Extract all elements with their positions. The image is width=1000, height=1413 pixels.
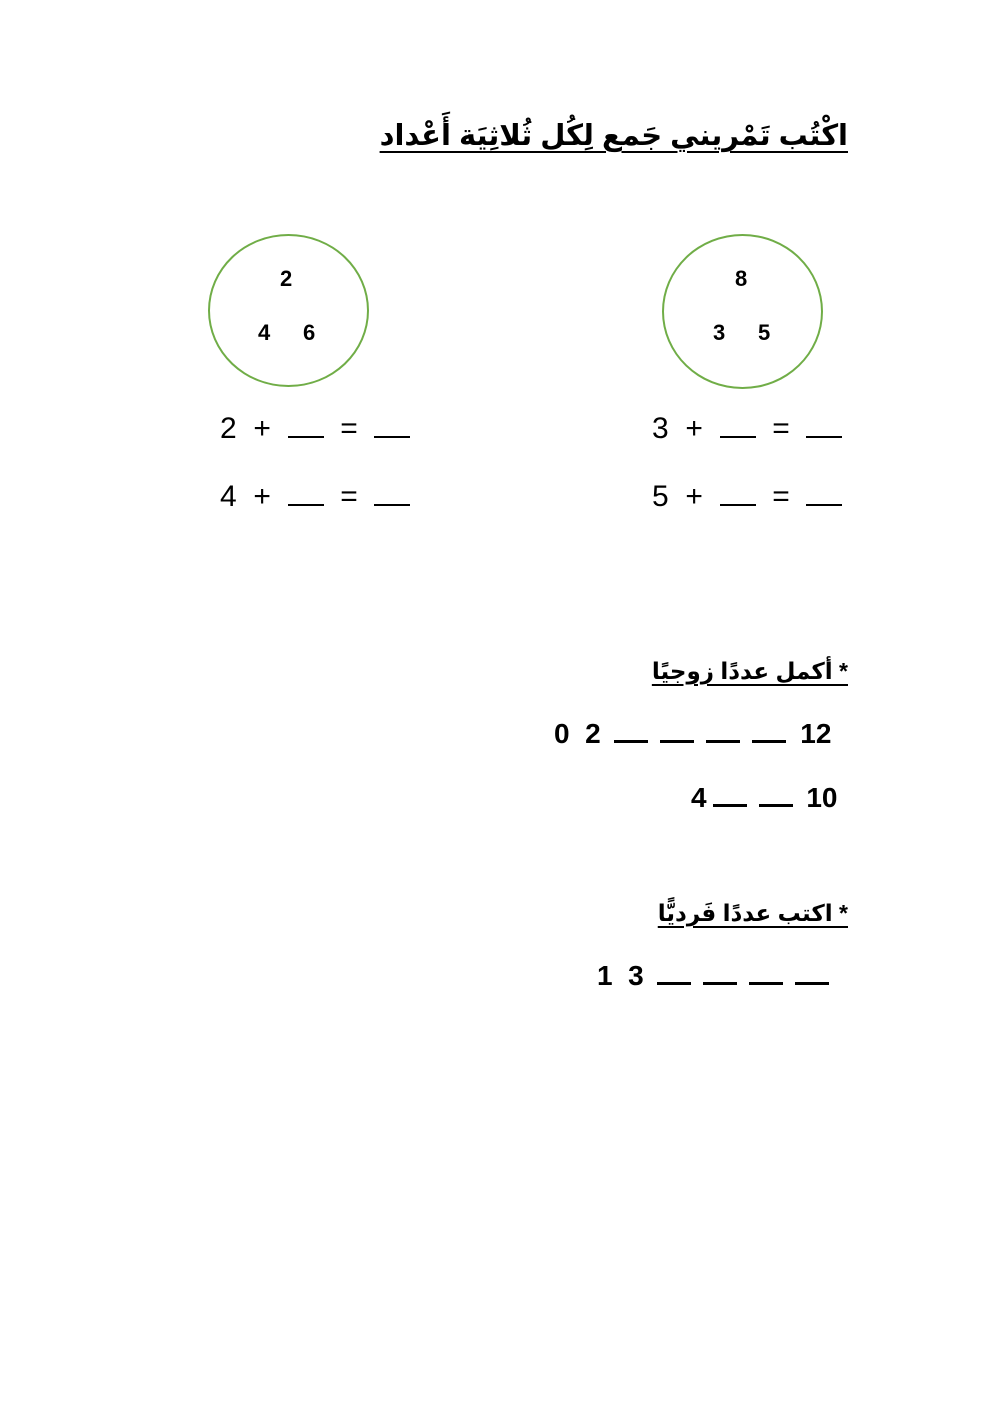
addend: 5 [652, 480, 669, 513]
addend: 2 [220, 412, 237, 445]
plus-sign: + [685, 480, 703, 513]
equation-right-1 [652, 412, 842, 446]
answer-blank[interactable] [806, 482, 842, 506]
sequence-blank[interactable] [657, 960, 691, 985]
sequence-start: 1 3 [597, 960, 644, 991]
plus-sign: + [253, 412, 271, 445]
sequence-end: 10 [806, 782, 838, 813]
worksheet-title: اكْتُب تَمْريني جَمع لِكُل ثُلاثِيَة أَعْداد [379, 120, 848, 152]
answer-blank[interactable] [288, 482, 324, 506]
sequence-blank[interactable] [749, 960, 783, 985]
sequence-start: 4 [691, 782, 707, 813]
answer-blank[interactable] [288, 414, 324, 438]
equals-sign: = [772, 480, 790, 513]
answer-blank[interactable] [720, 414, 756, 438]
sequence-blank[interactable] [713, 782, 747, 807]
addend: 3 [652, 412, 669, 445]
equals-sign: = [340, 480, 358, 513]
equation-right-2 [652, 480, 842, 514]
even-sequence-row-1 [554, 718, 831, 750]
answer-blank[interactable] [374, 482, 410, 506]
answer-blank[interactable] [374, 414, 410, 438]
sequence-blank[interactable] [614, 718, 648, 743]
sequence-blank[interactable] [703, 960, 737, 985]
addend: 4 [220, 480, 237, 513]
sequence-blank[interactable] [752, 718, 786, 743]
equation-left-1 [220, 412, 410, 446]
sequence-blank[interactable] [706, 718, 740, 743]
circle-left-bottom-left-number: 4 [258, 320, 271, 345]
circle-left-top-number: 2 [280, 266, 293, 291]
odd-numbers-heading: * اكتب عددًا فَرديًّا [657, 900, 848, 926]
circle-left-bottom-right-number: 6 [303, 320, 316, 345]
equals-sign: = [340, 412, 358, 445]
circle-right-bottom-left-number: 3 [713, 320, 726, 345]
sequence-start: 0 2 [554, 718, 601, 749]
circle-right-top-number: 8 [735, 266, 748, 291]
plus-sign: + [253, 480, 271, 513]
number-circle-left [208, 234, 369, 387]
sequence-blank[interactable] [795, 960, 829, 985]
equals-sign: = [772, 412, 790, 445]
even-numbers-heading: * أكمل عددًا زوجيًا [651, 658, 848, 684]
odd-sequence-row [597, 960, 835, 992]
number-circle-right [662, 234, 823, 389]
sequence-end: 12 [800, 718, 832, 749]
circle-right-bottom-right-number: 5 [758, 320, 771, 345]
sequence-blank[interactable] [759, 782, 793, 807]
answer-blank[interactable] [806, 414, 842, 438]
sequence-blank[interactable] [660, 718, 694, 743]
equation-left-2 [220, 480, 410, 514]
plus-sign: + [685, 412, 703, 445]
answer-blank[interactable] [720, 482, 756, 506]
even-sequence-row-2 [691, 782, 838, 814]
